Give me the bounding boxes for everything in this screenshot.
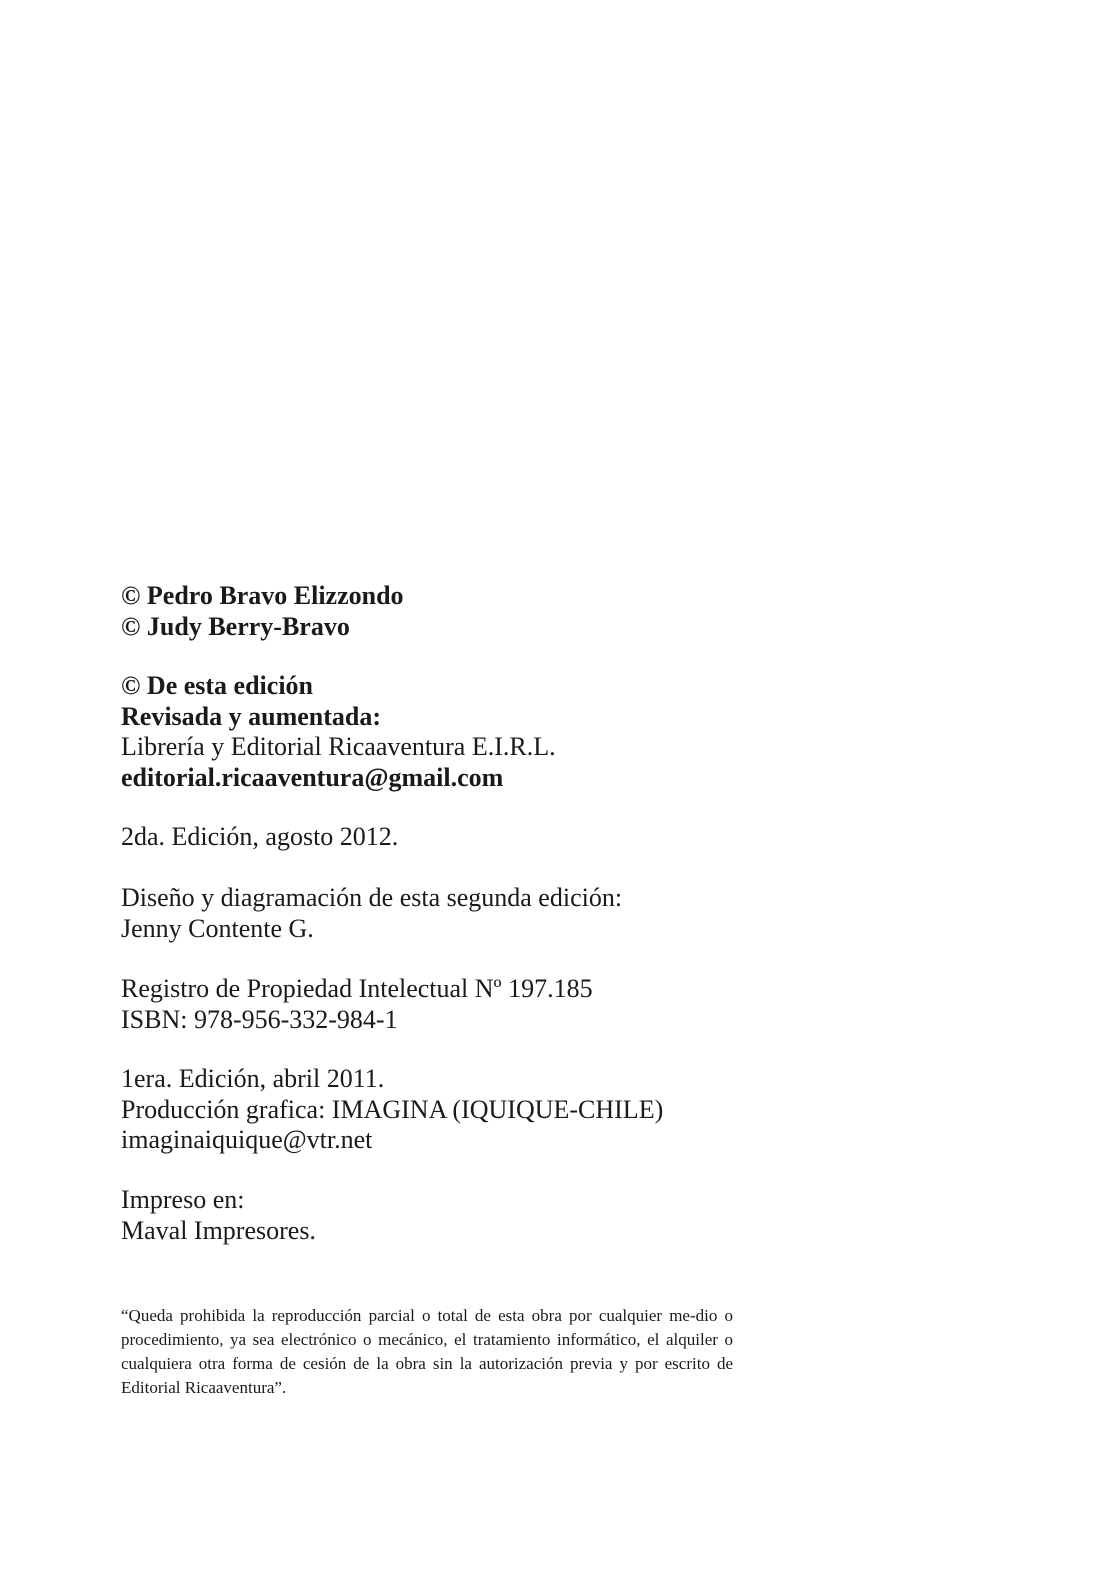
design-credits xyxy=(121,883,761,944)
edition-heading: © De esta edición xyxy=(121,671,314,700)
property-registry: Registro de Propiedad Intelectual Nº 197.185 xyxy=(121,974,593,1003)
registry-info xyxy=(121,974,761,1035)
copyright-holder-2: © Judy Berry-Bravo xyxy=(121,611,350,641)
isbn: ISBN: 978-956-332-984-1 xyxy=(121,1004,398,1034)
second-edition-date: 2da. Edición, agosto 2012. xyxy=(121,822,399,851)
printed-in-label: Impreso en: xyxy=(121,1185,245,1214)
printing-info xyxy=(121,1185,761,1246)
edition-info xyxy=(121,671,761,793)
copyright-holders xyxy=(121,581,761,642)
designer-name: Jenny Contente G. xyxy=(121,913,314,943)
second-edition xyxy=(121,822,761,853)
first-edition-date: 1era. Edición, abril 2011. xyxy=(121,1064,385,1093)
first-edition xyxy=(121,1064,761,1156)
publisher-email: editorial.ricaaventura@gmail.com xyxy=(121,762,504,792)
production-email: imaginaiquique@vtr.net xyxy=(121,1125,373,1154)
revised-label: Revisada y aumentada: xyxy=(121,701,382,731)
printer-name: Maval Impresores. xyxy=(121,1215,316,1245)
copyright-holder-1: © Pedro Bravo Elizzondo xyxy=(121,581,404,610)
publisher-name: Librería y Editorial Ricaaventura E.I.R.L. xyxy=(121,732,556,761)
design-label: Diseño y diagramación de esta segunda edición: xyxy=(121,883,623,912)
legal-notice: “Queda prohibida la reproducción parcial o total de esta obra por cualquier me-dio o procedimiento, ya sea electrónico o mecánico, el tratamiento informático, el alquiler o cualquiera otra forma de cesión de la obra sin la autorización previa y por escrito de Editorial Ricaaventura”. xyxy=(121,1306,733,1397)
graphic-production: Producción grafica: IMAGINA (IQUIQUE-CHILE) xyxy=(121,1094,664,1124)
